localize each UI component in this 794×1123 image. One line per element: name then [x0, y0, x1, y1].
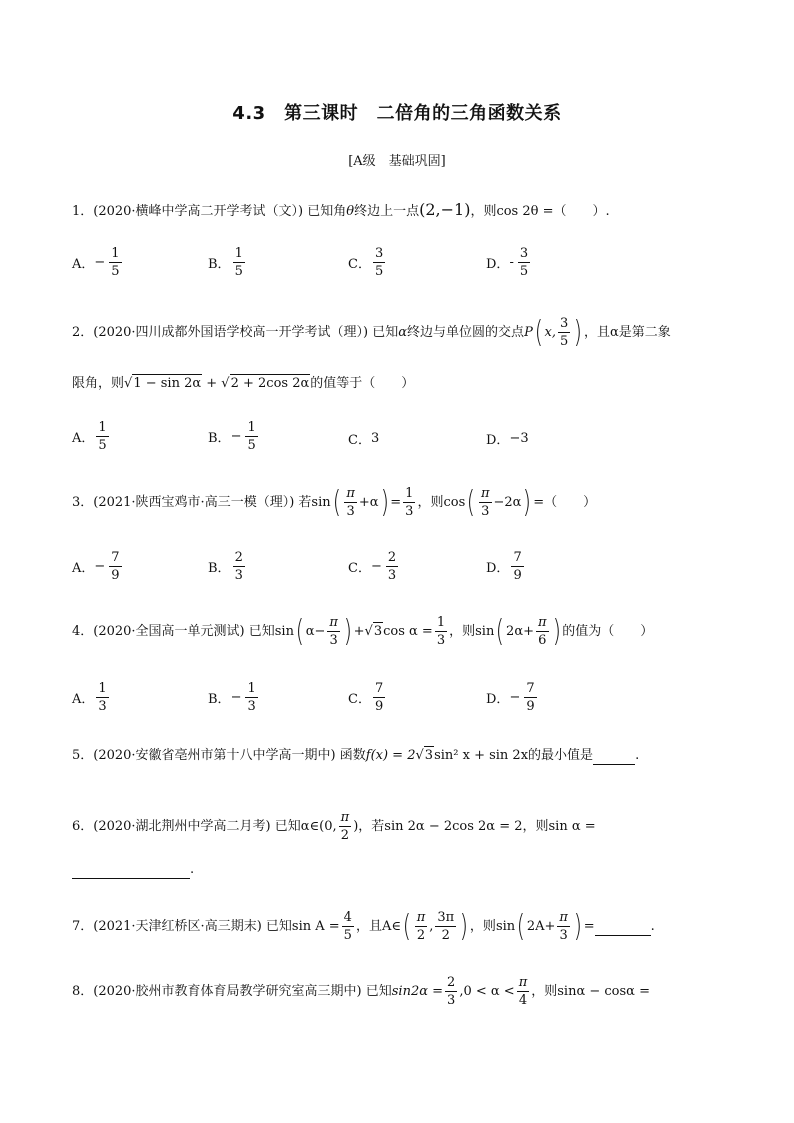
numerator: 3π	[437, 910, 455, 925]
q4-two-alpha-plus: 2α+	[506, 623, 534, 639]
denominator: 2	[340, 828, 350, 843]
fraction	[233, 550, 245, 583]
fraction	[557, 910, 570, 943]
numerator: 2	[447, 975, 456, 990]
denominator: 3	[436, 633, 446, 648]
numerator: 3	[374, 246, 384, 261]
numerator: 7	[513, 550, 522, 565]
numerator: π	[538, 615, 547, 630]
q6-close: )	[353, 818, 359, 834]
fraction	[518, 246, 530, 279]
denominator: 5	[98, 438, 107, 453]
radicand: 1 − sin 2α	[133, 376, 202, 391]
numerator: π	[518, 975, 528, 990]
fraction	[233, 246, 245, 279]
option-sign: −	[94, 255, 106, 270]
denominator: 2	[416, 928, 426, 943]
sqrt-symbol: √	[221, 376, 230, 391]
numerator: π	[416, 910, 426, 925]
right-paren: )	[343, 613, 352, 649]
q3-option-d[interactable]	[486, 550, 526, 583]
q7-mid1: ，且	[355, 918, 382, 934]
q6-end: .	[190, 862, 195, 877]
q1-prefix: 1．(2020·横峰中学高二开学考试（文）) 已知角	[72, 204, 347, 219]
q2-option-d[interactable]	[486, 429, 529, 448]
q5-answer-blank[interactable]	[593, 764, 635, 765]
q1-option-d[interactable]	[486, 246, 532, 279]
question-5	[72, 746, 639, 765]
option-value: 3	[370, 431, 380, 446]
radicand: 2 + 2cos 2α	[230, 376, 310, 391]
left-paren: (	[516, 908, 526, 944]
fraction	[517, 975, 530, 1008]
numerator: π	[480, 486, 490, 501]
page-title: 4.3 第三课时 二倍角的三角函数关系	[232, 103, 562, 124]
fraction	[245, 681, 257, 714]
fraction	[435, 910, 456, 943]
q4-option-b[interactable]	[208, 681, 260, 714]
option-sign: −	[370, 559, 382, 574]
q3-option-b[interactable]	[208, 550, 247, 583]
plus-sign: +	[202, 376, 222, 391]
fraction	[415, 910, 428, 943]
fraction	[524, 681, 536, 714]
fraction	[96, 420, 108, 453]
left-paren: (	[295, 613, 304, 649]
fraction	[373, 246, 385, 279]
q2-mid: 终边与单位圆的交点	[407, 324, 525, 340]
radicand: 3	[424, 748, 434, 763]
q5-end: .	[635, 748, 640, 763]
numerator: 7	[374, 681, 384, 696]
q7-sinA: sin A =	[291, 918, 340, 934]
option-label: C．	[348, 561, 371, 576]
option-sign: −	[230, 429, 242, 444]
question-6	[72, 810, 596, 843]
numerator: 2	[387, 550, 397, 565]
fraction	[403, 486, 415, 519]
q5-expr: sin² x + sin 2x	[434, 748, 529, 763]
option-label: A．	[72, 431, 95, 446]
option-label: C．	[348, 433, 371, 448]
fraction	[327, 615, 340, 648]
denominator: 9	[374, 699, 384, 714]
equals: =	[583, 918, 595, 934]
q5-suffix: 的最小值是	[528, 748, 594, 763]
numerator: 1	[405, 486, 414, 501]
denominator: 9	[526, 699, 535, 714]
option-label: A．	[72, 692, 95, 707]
option-sign: −	[509, 690, 521, 705]
q7-mid2: ，则	[469, 918, 496, 934]
q7-answer-blank[interactable]	[595, 917, 651, 936]
q4-alpha-minus: α−	[305, 623, 326, 639]
denominator: 3	[346, 504, 355, 519]
numerator: π	[340, 810, 350, 825]
option-sign: −	[230, 690, 242, 705]
q4-cos-alpha: cos α =	[383, 623, 433, 639]
q3-minus-2alpha: −2α	[493, 494, 522, 510]
denominator: 9	[111, 568, 120, 583]
fraction	[109, 550, 121, 583]
q7-sin: sin	[495, 918, 516, 934]
q2-line2-suffix: 的值等于（ ）	[310, 376, 415, 391]
denominator: 5	[343, 928, 352, 943]
q4-mid: ，则	[449, 623, 476, 639]
q2-option-b[interactable]	[208, 420, 260, 453]
fraction	[342, 910, 354, 943]
q2-line2-prefix: 限角，则	[72, 376, 125, 391]
numerator: 1	[436, 615, 446, 630]
q8-suffix: ，则sinα − cosα =	[531, 983, 650, 999]
q1-theta: θ	[346, 204, 355, 219]
denominator: 9	[513, 568, 522, 583]
q6-mid: ，若	[358, 818, 385, 834]
sqrt-symbol: √	[124, 376, 133, 391]
denominator: 3	[481, 504, 490, 519]
q7-twoA-plus: 2A+	[526, 918, 556, 934]
numerator: 1	[247, 420, 256, 435]
q2-suffix: ，且α是第二象	[584, 324, 671, 340]
q1-suffix: ，则cos 2θ =（ ）.	[470, 204, 610, 219]
numerator: 1	[234, 246, 243, 261]
right-paren: )	[459, 908, 469, 944]
right-paren: )	[573, 908, 582, 944]
left-paren: (	[402, 908, 411, 944]
section-level: [A级 基础巩固]	[348, 154, 446, 169]
denominator: 3	[405, 504, 414, 519]
left-paren: (	[534, 314, 543, 350]
denominator: 3	[559, 928, 568, 943]
question-1	[72, 201, 610, 221]
q3-prefix: 3．(2021·陕西宝鸡市·高三一模（理）) 若	[72, 494, 312, 510]
numerator: 3	[519, 246, 529, 261]
q3-option-a[interactable]	[72, 550, 124, 583]
question-2	[72, 316, 671, 349]
left-paren: (	[332, 484, 341, 520]
fraction	[536, 615, 549, 648]
q2-point-p: P	[524, 324, 533, 340]
denominator: 6	[538, 633, 547, 648]
sqrt	[365, 622, 384, 641]
q2-x: x,	[544, 324, 556, 340]
numerator: 1	[98, 420, 107, 435]
q1-option-b[interactable]	[208, 246, 247, 279]
numerator: 1	[111, 246, 120, 261]
fraction	[344, 486, 357, 519]
option-label: D．	[486, 561, 510, 576]
sqrt-2	[221, 374, 310, 393]
q4-prefix: 4．(2020·全国高一单元测试) 已知	[72, 623, 275, 639]
q1-point: (2,−1)	[419, 200, 471, 219]
denominator: 5	[560, 334, 569, 349]
q3-mid: ，则	[417, 494, 444, 510]
numerator: 7	[526, 681, 535, 696]
denominator: 3	[247, 699, 256, 714]
denominator: 3	[329, 633, 338, 648]
q1-option-a[interactable]	[72, 246, 124, 279]
right-paren: )	[380, 484, 389, 520]
numerator: π	[559, 910, 568, 925]
plus-sign: +	[353, 623, 365, 639]
q4-option-c[interactable]	[348, 681, 387, 714]
question-2-line-2	[72, 374, 414, 393]
numerator: π	[346, 486, 355, 501]
right-paren: )	[523, 484, 532, 520]
denominator: 3	[447, 993, 456, 1008]
q7-prefix: 7．(2021·天津红桥区·高三期末) 已知	[72, 918, 292, 934]
q4-sin2: sin	[475, 623, 495, 639]
right-paren: )	[574, 314, 583, 350]
fraction	[386, 550, 398, 583]
q6-suffix: ，则sin α =	[522, 818, 596, 834]
fraction	[435, 615, 447, 648]
question-4	[72, 615, 653, 648]
option-label: B．	[208, 431, 231, 446]
question-7	[72, 910, 655, 943]
q4-suffix: 的值为（ ）	[562, 623, 654, 639]
numerator: 2	[234, 550, 243, 565]
q3-plus-alpha: +α	[358, 494, 379, 510]
fraction	[245, 420, 257, 453]
sqrt	[415, 746, 434, 765]
option-label: B．	[208, 561, 231, 576]
sqrt-symbol: √	[364, 624, 373, 639]
comma: ,	[429, 918, 434, 934]
equals: =	[390, 494, 402, 510]
option-label: B．	[208, 257, 231, 272]
fraction	[558, 316, 570, 349]
fraction	[445, 975, 457, 1008]
question-6-line-2	[72, 861, 194, 879]
q8-prefix: 8．(2020·胶州市教育体育局教学研究室高三期中) 已知	[72, 983, 392, 999]
right-paren: )	[552, 613, 561, 649]
q6-alpha-in: α∈(0,	[300, 818, 337, 834]
denominator: 5	[519, 264, 529, 279]
denominator: 5	[234, 264, 243, 279]
fraction	[96, 681, 108, 714]
fraction	[479, 486, 492, 519]
sqrt-1	[124, 374, 202, 393]
sqrt-symbol: √	[415, 748, 424, 763]
q3-cos: cos	[443, 494, 466, 510]
q2-option-a[interactable]	[72, 420, 111, 453]
q3-suffix: =（ ）	[533, 494, 597, 510]
option-label: D．	[486, 257, 510, 272]
q6-answer-blank[interactable]	[72, 878, 190, 879]
question-3	[72, 486, 596, 519]
q7-A-in: A∈	[381, 918, 401, 934]
fraction	[511, 550, 523, 583]
q5-prefix: 5．(2020·安徽省亳州市第十八中学高一期中) 函数	[72, 748, 366, 763]
option-label: B．	[208, 692, 231, 707]
q5-fx: f(x) = 2	[365, 748, 416, 763]
left-paren: (	[467, 484, 476, 520]
denominator: 3	[387, 568, 397, 583]
option-value: −3	[509, 431, 529, 446]
denominator: 3	[234, 568, 243, 583]
option-sign: −	[94, 559, 106, 574]
option-label: C．	[348, 692, 371, 707]
question-8	[72, 975, 650, 1008]
denominator: 5	[374, 264, 384, 279]
numerator: π	[329, 615, 338, 630]
q4-sin: sin	[274, 623, 294, 639]
q1-mid: 终边上一点	[354, 204, 420, 219]
q8-sin2a: sin2α =	[391, 983, 444, 999]
denominator: 5	[111, 264, 120, 279]
q3-option-c[interactable]	[348, 550, 400, 583]
numerator: 7	[111, 550, 120, 565]
q6-prefix: 6．(2020·湖北荆州中学高二月考) 已知	[72, 818, 301, 834]
numerator: 4	[343, 910, 352, 925]
denominator: 5	[247, 438, 256, 453]
fraction	[373, 681, 385, 714]
q4-option-d[interactable]	[486, 681, 539, 714]
denominator: 4	[518, 993, 528, 1008]
q2-prefix: 2．(2020·四川成都外国语学校高一开学考试（理）) 已知	[72, 324, 399, 340]
numerator: 1	[247, 681, 256, 696]
option-label: D．	[486, 692, 510, 707]
numerator: 1	[98, 681, 107, 696]
option-label: A．	[72, 561, 95, 576]
fraction	[109, 246, 121, 279]
option-sign: -	[509, 255, 514, 270]
radicand: 3	[373, 624, 383, 639]
q2-alpha: α	[398, 324, 408, 340]
left-paren: (	[496, 613, 505, 649]
option-label: A．	[72, 257, 95, 272]
q2-option-c[interactable]	[348, 429, 379, 448]
q8-range: ,0 < α <	[459, 983, 515, 999]
numerator: 3	[560, 316, 569, 331]
q7-end: .	[650, 918, 655, 934]
option-label: C．	[348, 257, 371, 272]
q4-option-a[interactable]	[72, 681, 111, 714]
fraction	[339, 810, 352, 843]
q3-sin: sin	[311, 494, 331, 510]
option-label: D．	[486, 433, 510, 448]
q1-option-c[interactable]	[348, 246, 387, 279]
q6-expr: sin 2α − 2cos 2α = 2	[384, 818, 523, 834]
denominator: 3	[98, 699, 107, 714]
denominator: 2	[441, 928, 450, 943]
